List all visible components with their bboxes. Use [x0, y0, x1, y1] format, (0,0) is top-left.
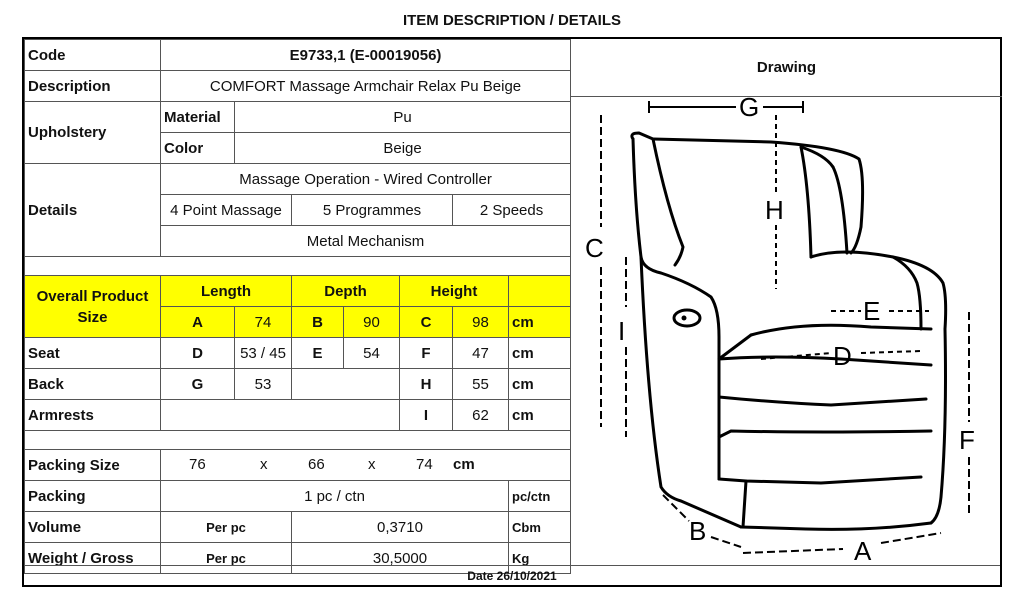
details-programmes: 5 Programmes: [292, 195, 453, 226]
page-title: ITEM DESCRIPTION / DETAILS: [402, 12, 622, 29]
back-unit: cm: [509, 369, 571, 400]
value-i: 62: [453, 400, 509, 431]
packing-size-values: [161, 450, 571, 481]
description-label: Description: [25, 71, 161, 102]
weight-value: 30,5000: [292, 543, 509, 574]
spacer-row: [25, 257, 571, 276]
spec-sheet: [22, 37, 1002, 587]
value-a: 74: [235, 307, 292, 338]
label-d: D: [833, 341, 852, 371]
letter-h: H: [400, 369, 453, 400]
color-label: Color: [161, 133, 235, 164]
packing-size-label: Packing Size: [25, 450, 161, 481]
description-value: COMFORT Massage Armchair Relax Pu Beige: [161, 71, 571, 102]
controller-knob: [674, 310, 700, 326]
upholstery-label: Upholstery: [25, 102, 161, 164]
label-f: F: [959, 425, 975, 455]
value-g: 53: [235, 369, 292, 400]
armchair-outline: [632, 133, 946, 529]
code-label: Code: [25, 40, 161, 71]
label-a: A: [854, 536, 872, 565]
code-value: E9733,1 (E-00019056): [161, 40, 571, 71]
value-e: 54: [344, 338, 400, 369]
armrests-blank: [161, 400, 400, 431]
details-label: Details: [25, 164, 161, 257]
seat-row: [25, 338, 571, 369]
armrests-row: [25, 400, 571, 431]
spec-table: [24, 39, 571, 574]
label-g: G: [739, 97, 760, 122]
letter-g: G: [161, 369, 235, 400]
letter-i: I: [400, 400, 453, 431]
details-operation: Massage Operation - Wired Controller: [161, 164, 571, 195]
packing-x-1: x: [260, 456, 268, 473]
packing-size-unit: cm: [453, 456, 475, 473]
details-row-1: [25, 164, 571, 195]
armrests-unit: cm: [509, 400, 571, 431]
code-row: [25, 40, 571, 71]
spacer-row-2: [25, 431, 571, 450]
packing-size-row: [25, 450, 571, 481]
weight-label: Weight / Gross: [25, 543, 161, 574]
overall-size-label: Overall Product Size: [25, 276, 161, 338]
letter-c: C: [400, 307, 453, 338]
description-row: [25, 71, 571, 102]
back-row: [25, 369, 571, 400]
packing-unit: pc/ctn: [509, 481, 571, 512]
weight-per: Per pc: [161, 543, 292, 574]
value-f: 47: [453, 338, 509, 369]
material-row: [25, 102, 571, 133]
label-h: H: [765, 195, 784, 225]
size-unit: cm: [509, 307, 571, 338]
label-i: I: [618, 316, 626, 346]
value-b: 90: [344, 307, 400, 338]
volume-per: Per pc: [161, 512, 292, 543]
letter-d: D: [161, 338, 235, 369]
label-e: E: [863, 296, 881, 326]
armrests-label: Armrests: [25, 400, 161, 431]
seat-unit: cm: [509, 338, 571, 369]
volume-row: [25, 512, 571, 543]
weight-unit: Kg: [509, 543, 571, 574]
controller-dot: [682, 316, 687, 321]
color-value: Beige: [235, 133, 571, 164]
value-d: 53 / 45: [235, 338, 292, 369]
label-c: C: [585, 233, 604, 263]
packing-x-2: x: [368, 456, 376, 473]
packing-width: 66: [308, 456, 325, 473]
back-blank: [292, 369, 400, 400]
footer-date: Date 26/10/2021: [24, 565, 1000, 587]
size-header-blank: [509, 276, 571, 307]
value-h: 55: [453, 369, 509, 400]
seat-label: Seat: [25, 338, 161, 369]
volume-value: 0,3710: [292, 512, 509, 543]
drawing-header: Drawing: [570, 39, 1002, 97]
height-header: Height: [400, 276, 509, 307]
details-mechanism: Metal Mechanism: [161, 226, 571, 257]
packing-value: 1 pc / ctn: [161, 481, 509, 512]
depth-header: Depth: [292, 276, 400, 307]
drawing-area: [570, 97, 1002, 565]
length-header: Length: [161, 276, 292, 307]
letter-e: E: [292, 338, 344, 369]
packing-height: 74: [416, 456, 433, 473]
volume-unit: Cbm: [509, 512, 571, 543]
packing-length: 76: [189, 456, 206, 473]
label-b: B: [689, 516, 707, 546]
material-value: Pu: [235, 102, 571, 133]
armchair-drawing: [571, 97, 1001, 565]
packing-row: [25, 481, 571, 512]
details-massage-points: 4 Point Massage: [161, 195, 292, 226]
back-label: Back: [25, 369, 161, 400]
material-label: Material: [161, 102, 235, 133]
letter-b: B: [292, 307, 344, 338]
volume-label: Volume: [25, 512, 161, 543]
packing-label: Packing: [25, 481, 161, 512]
value-c: 98: [453, 307, 509, 338]
details-speeds: 2 Speeds: [453, 195, 571, 226]
letter-a: A: [161, 307, 235, 338]
letter-f: F: [400, 338, 453, 369]
size-header-row: [25, 276, 571, 307]
